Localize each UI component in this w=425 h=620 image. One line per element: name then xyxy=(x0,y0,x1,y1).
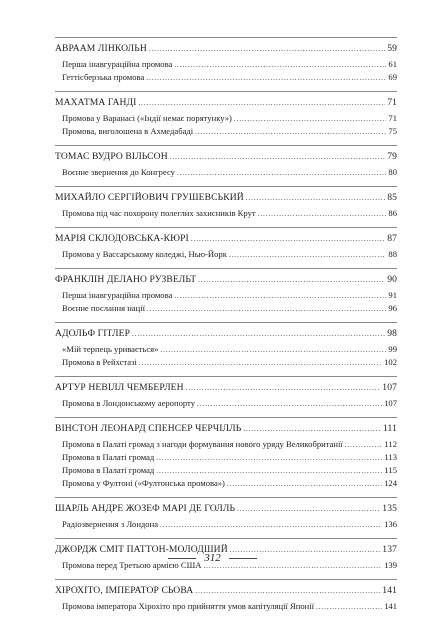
section-page-number: 107 xyxy=(382,382,397,393)
dot-leader xyxy=(195,126,386,136)
toc-section xyxy=(55,268,397,322)
toc-entry[interactable] xyxy=(55,249,397,262)
entry-page-number: 69 xyxy=(388,72,397,82)
entry-page-number: 139 xyxy=(384,560,397,570)
entry-title: Промова в Рейхстазі xyxy=(62,357,137,367)
dot-leader xyxy=(234,113,386,123)
entry-page-number: 112 xyxy=(384,439,397,449)
section-page-number: 79 xyxy=(387,151,397,162)
section-title: МАРІЯ СКЛОДОВСЬКА-КЮРІ xyxy=(55,233,189,244)
section-page-number: 59 xyxy=(387,43,397,54)
toc-entry[interactable] xyxy=(55,398,397,411)
entry-title: Промова у Фултоні («Фултонська промова») xyxy=(62,478,225,488)
entry-title: Промова у Вассарському коледжі, Нью-Йорк xyxy=(62,249,227,259)
dot-leader xyxy=(160,519,382,529)
footer-rule-left xyxy=(168,558,196,559)
dot-leader xyxy=(227,478,382,488)
section-page-number: 71 xyxy=(387,97,397,108)
table-of-contents xyxy=(55,37,397,620)
entry-page-number: 75 xyxy=(388,126,397,136)
toc-section xyxy=(55,145,397,186)
dot-leader xyxy=(191,233,385,244)
dot-leader xyxy=(146,72,386,82)
toc-entry[interactable] xyxy=(55,290,397,303)
toc-entry[interactable] xyxy=(55,126,397,139)
dot-leader xyxy=(186,382,381,393)
section-title: ДЖОРДЖ СМІТ ПАТТОН-МОЛОДШИЙ xyxy=(55,544,228,555)
section-title: АВРААМ ЛІНКОЛЬН xyxy=(55,43,147,54)
section-heading[interactable] xyxy=(55,268,397,290)
section-title: ВІНСТОН ЛЕОНАРД СПЕНСЕР ЧЕРЧІЛЛЬ xyxy=(55,423,242,434)
dot-leader xyxy=(138,97,385,108)
entry-page-number: 96 xyxy=(388,303,397,313)
toc-section xyxy=(55,579,397,620)
entry-title: Промова в Палаті громад xyxy=(62,465,155,475)
page-number: 312 xyxy=(204,552,221,564)
entry-title: Радіозвернення з Лондона xyxy=(62,519,159,529)
entry-page-number: 88 xyxy=(388,249,397,259)
entry-page-number: 71 xyxy=(388,113,397,123)
section-title: МАХАТМА ГАНДІ xyxy=(55,97,137,108)
section-page-number: 141 xyxy=(382,585,397,596)
section-title: ШАРЛЬ АНДРЕ ЖОЗЕФ МАРІ ДЕ ГОЛЛЬ xyxy=(55,503,236,514)
toc-entry[interactable] xyxy=(55,519,397,532)
section-title: АРТУР НЕВІЛЛ ЧЕМБЕРЛЕН xyxy=(55,382,184,393)
toc-section xyxy=(55,322,397,376)
section-page-number: 137 xyxy=(382,544,397,555)
section-heading[interactable] xyxy=(55,145,397,167)
section-page-number: 87 xyxy=(387,233,397,244)
dot-leader xyxy=(197,398,382,408)
dot-leader xyxy=(174,59,386,69)
entry-title: Промова імператора Хірохіто про прийняття умов капітуляції Японії xyxy=(62,601,315,611)
dot-leader xyxy=(156,465,382,475)
dot-leader xyxy=(243,423,381,434)
entry-page-number: 102 xyxy=(384,357,397,367)
dot-leader xyxy=(229,249,387,259)
section-heading[interactable] xyxy=(55,186,397,208)
entry-title: Геттісберзька промова xyxy=(62,72,145,82)
dot-leader xyxy=(147,303,386,313)
dot-leader xyxy=(160,344,386,354)
toc-entry[interactable] xyxy=(55,59,397,72)
entry-title: Воєнне послання нації xyxy=(62,303,145,313)
entry-page-number: 113 xyxy=(384,452,397,462)
dot-leader xyxy=(316,601,382,611)
dot-leader xyxy=(195,585,380,596)
section-heading[interactable] xyxy=(55,376,397,398)
toc-entry[interactable] xyxy=(55,357,397,370)
toc-entry[interactable] xyxy=(55,113,397,126)
entry-page-number: 91 xyxy=(388,290,397,300)
entry-title: Воєнне звернення до Конгресу xyxy=(62,167,175,177)
toc-section xyxy=(55,376,397,417)
entry-title: Промова в Палаті громад з нагоди формування нового уряду Великобританії xyxy=(62,439,343,449)
section-heading[interactable] xyxy=(55,579,397,601)
entry-title: Перша інавгураційна промова xyxy=(62,59,173,69)
toc-entry[interactable] xyxy=(55,72,397,85)
toc-section xyxy=(55,91,397,145)
dot-leader xyxy=(198,274,385,285)
toc-entry[interactable] xyxy=(55,208,397,221)
toc-section xyxy=(55,497,397,538)
toc-section xyxy=(55,227,397,268)
toc-entry[interactable] xyxy=(55,167,397,180)
toc-section xyxy=(55,186,397,227)
section-heading[interactable] xyxy=(55,37,397,59)
section-page-number: 98 xyxy=(387,328,397,339)
section-title: АДОЛЬФ ГІТЛЕР xyxy=(55,328,131,339)
entry-page-number: 115 xyxy=(384,465,397,475)
entry-page-number: 107 xyxy=(384,398,397,408)
dot-leader xyxy=(132,328,385,339)
dot-leader xyxy=(258,208,387,218)
dot-leader xyxy=(149,43,385,54)
entry-title: Промова, виголошена в Ахмедабаді xyxy=(62,126,194,136)
entry-page-number: 80 xyxy=(388,167,397,177)
toc-entry[interactable] xyxy=(55,465,397,478)
dot-leader xyxy=(170,151,385,162)
entry-page-number: 61 xyxy=(388,59,397,69)
entry-title: Промова в Лондонському аеропорту xyxy=(62,398,195,408)
dot-leader xyxy=(174,290,386,300)
entry-title: Промова у Варанасі («Індії немає порятунку») xyxy=(62,113,232,123)
section-page-number: 111 xyxy=(383,423,397,434)
section-heading[interactable] xyxy=(55,322,397,344)
dot-leader xyxy=(237,503,380,514)
toc-entry[interactable] xyxy=(55,303,397,316)
entry-page-number: 136 xyxy=(384,519,397,529)
toc-entry[interactable] xyxy=(55,439,397,452)
entry-page-number: 99 xyxy=(388,344,397,354)
dot-leader xyxy=(139,357,382,367)
section-title: ХІРОХІТО, ІМПЕРАТОР СЬОВА xyxy=(55,585,194,596)
section-page-number: 90 xyxy=(387,274,397,285)
entry-title: «Мій терпець уривається» xyxy=(62,344,159,354)
dot-leader xyxy=(156,452,382,462)
section-gap xyxy=(55,614,397,620)
footer-rule-right xyxy=(229,558,257,559)
section-heading[interactable] xyxy=(55,91,397,113)
section-page-number: 135 xyxy=(382,503,397,514)
section-heading[interactable] xyxy=(55,417,397,439)
toc-section xyxy=(55,37,397,91)
dot-leader xyxy=(345,439,383,449)
entry-title: Промова в Палаті громад xyxy=(62,452,155,462)
toc-entry[interactable] xyxy=(55,452,397,465)
toc-entry[interactable] xyxy=(55,344,397,357)
section-title: ФРАНКЛІН ДЕЛАНО РУЗВЕЛЬТ xyxy=(55,274,197,285)
section-heading[interactable] xyxy=(55,227,397,249)
entry-page-number: 141 xyxy=(384,601,397,611)
entry-page-number: 86 xyxy=(388,208,397,218)
toc-section xyxy=(55,417,397,497)
section-page-number: 85 xyxy=(387,192,397,203)
entry-title: Перша інавгураційна промова xyxy=(62,290,173,300)
page-footer xyxy=(0,552,425,564)
section-heading[interactable] xyxy=(55,497,397,519)
entry-title: Промова під час похорону полеглих захисників Крут xyxy=(62,208,256,218)
toc-entry[interactable] xyxy=(55,478,397,491)
toc-entry[interactable] xyxy=(55,601,397,614)
entry-page-number: 124 xyxy=(384,478,397,488)
dot-leader xyxy=(246,192,385,203)
dot-leader xyxy=(177,167,386,177)
section-title: ТОМАС ВУДРО ВІЛЬСОН xyxy=(55,151,168,162)
entry-title: Промова перед Третьою армією США xyxy=(62,560,202,570)
section-title: МИХАЙЛО СЕРГІЙОВИЧ ГРУШЕВСЬКИЙ xyxy=(55,192,244,203)
